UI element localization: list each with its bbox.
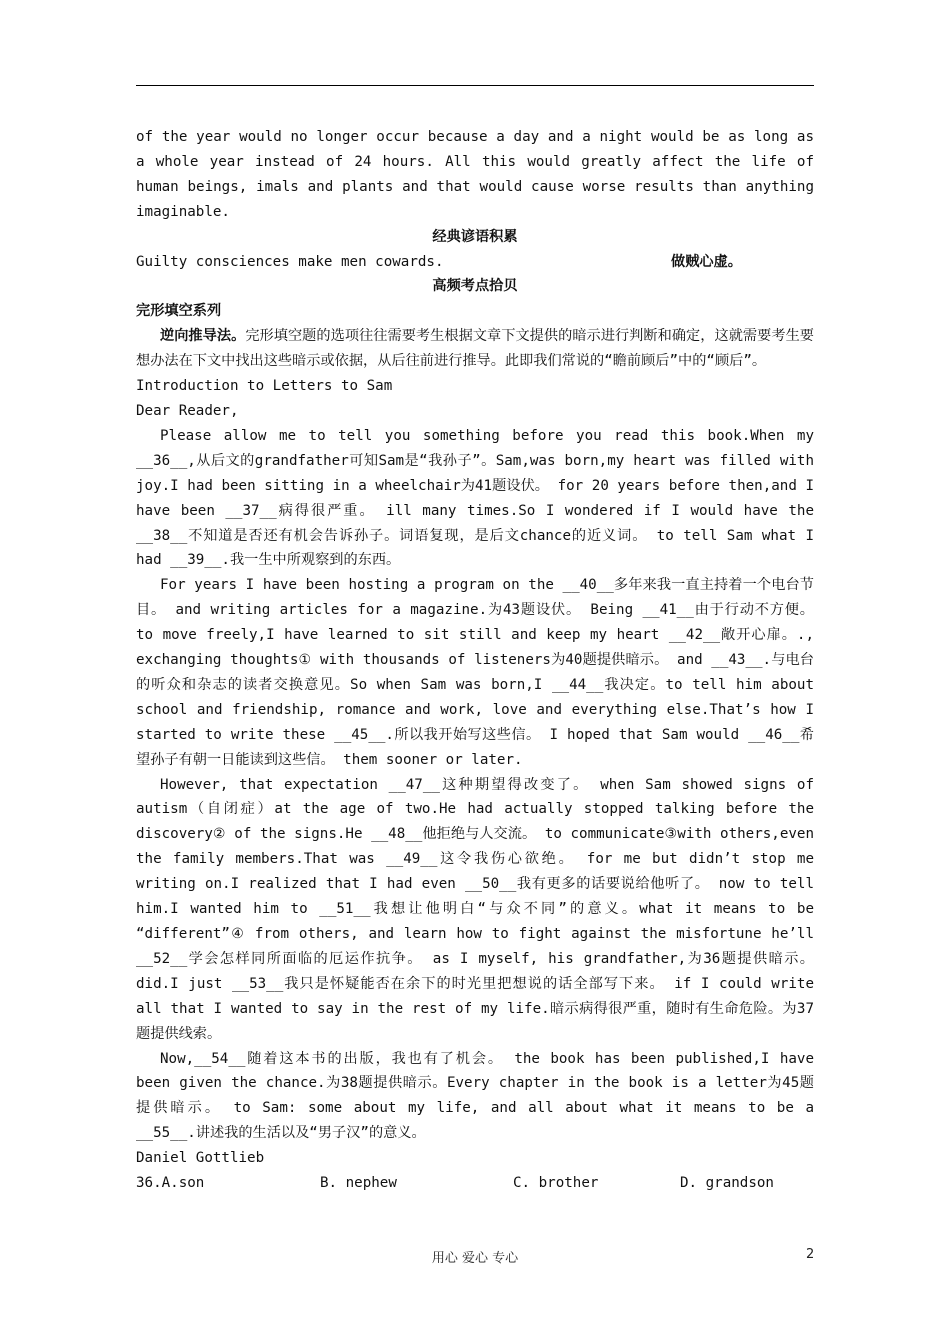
salutation: Dear Reader,	[136, 402, 239, 419]
page-footer: 用心 爱心 专心	[431, 1251, 519, 1266]
passage-paragraph-1: Please allow me to tell you something before you read this book.When my __36__,从后文的grandfather可知Sam是“我孙子”。Sam,was born,my heart was filled with joy.I had been sitting in a wheelchair为41题设伏。 for 20 years before then,and I have been __37__病得很严重。 ill many times.So I wondered if I would have the __38__不知道是否还有机会告诉孙子。词语复现，是后文chance的近义词。 to tell Sam what I had __39__.我一生中所观察到的东西。	[136, 427, 814, 569]
document-body	[136, 125, 814, 1196]
option-d: D. grandson	[680, 1175, 774, 1192]
method-text: 完形填空题的选项往往需要考生根据文章下文提供的暗示进行判断和确定，这就需要考生要想办法在下文中找出这些暗示或依据，从后往前进行推导。此即我们常说的“瞻前顾后”中的“顾后”。	[136, 328, 814, 370]
method-paragraph	[136, 324, 814, 374]
passage-paragraph-4: Now,__54__随着这本书的出版，我也有了机会。 the book has been published,I have been given the chance.为38题提供暗示。Every chapter in the book is a letter为45题提供暗示。 to Sam: some about my life, and all about what it means to be a __55__.讲述我的生活以及“男子汉”的意义。	[136, 1050, 814, 1142]
option-b: B. nephew	[320, 1175, 397, 1192]
header-rule	[136, 85, 814, 86]
signature: Daniel Gottlieb	[136, 1150, 265, 1167]
series-title: 完形填空系列	[136, 303, 222, 320]
top-paragraph: of the year would no longer occur because a day and a night would be as long as a whole year instead of 24 hours. All this would greatly affect the life of human beings, imals and plants and that would cause worse results than anything imaginable.	[136, 129, 814, 220]
passage-title: Introduction to Letters to Sam	[136, 378, 393, 395]
question-36-options	[136, 1171, 814, 1196]
proverb-line	[136, 250, 814, 275]
proverb-heading: 经典谚语积累	[432, 228, 518, 245]
proverb-chinese: 做贼心虚。	[671, 253, 742, 270]
method-name: 逆向推导法。	[160, 328, 246, 345]
exam-heading: 高频考点拾贝	[432, 278, 518, 295]
passage-paragraph-2: For years I have been hosting a program on the __40__多年来我一直主持着一个电台节目。 and writing articles for a magazine.为43题设伏。 Being __41__由于行动不方便。 to move freely,I have learned to sit still and keep my heart __42__敞开心扉。., exchanging thoughts① with thousands of listeners为40题提供暗示。 and __43__.与电台的听众和杂志的读者交换意见。So when Sam was born,I __44__我决定。to tell him about school and friendship, romance and work, love and everything else.That’s how I started to write these __45__.所以我开始写这些信。 I hoped that Sam would __46__希望孙子有朝一日能读到这些信。 them sooner or later.	[136, 577, 814, 768]
proverb-english: Guilty consciences make men cowards.	[136, 253, 444, 270]
option-a: 36.A.son	[136, 1175, 205, 1192]
option-c: C. brother	[513, 1175, 599, 1192]
passage-paragraph-3: However, that expectation __47__这种期望得改变了。 when Sam showed signs of autism（自闭症）at the age of two.He had actually stopped talking before the discovery② of the signs.He __48__他拒绝与人交流。 to communicate③with others,even the family members.That was __49__这令我伤心欲绝。 for me but didn’t stop me writing on.I realized that I had even __50__我有更多的话要说给他听了。 now to tell him.I wanted him to __51__我想让他明白“与众不同”的意义。what it means to be “different”④ from others, and learn how to fight against the misfortune he’ll __52__学会怎样同所面临的厄运作抗争。 as I myself, his grandfather,为36题提供暗示。did.I just __53__我只是怀疑能否在余下的时光里把想说的话全部写下来。 if I could write all that I wanted to say in the rest of my life.暗示病得很严重，随时有生命危险。为37题提供线索。	[136, 776, 814, 1042]
page-number: 2	[806, 1247, 815, 1262]
